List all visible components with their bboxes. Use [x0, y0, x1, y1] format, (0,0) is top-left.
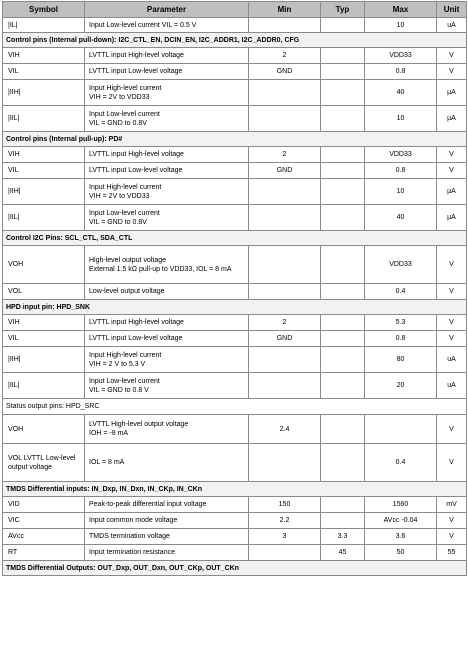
- table-row: [3, 80, 467, 106]
- cell-unit: 55: [437, 545, 467, 561]
- cell-symbol: VOL LVTTL Low-level output voltage: [3, 444, 85, 482]
- cell-symbol: VIC: [3, 513, 85, 529]
- table-row: [3, 331, 467, 347]
- cell-unit: V: [437, 246, 467, 284]
- cell-max: [365, 415, 437, 444]
- table-row: [3, 513, 467, 529]
- cell-typ: [321, 179, 365, 205]
- cell-symbol: RT: [3, 545, 85, 561]
- cell-unit: uA: [437, 18, 467, 33]
- table-row: [3, 444, 467, 482]
- section-title: TMDS Differential Outputs: OUT_Dxp, OUT_Dxn, OUT_CKp, OUT_CKn: [3, 561, 467, 576]
- table-row: [3, 163, 467, 179]
- cell-symbol: AVcc: [3, 529, 85, 545]
- table-row: [3, 246, 467, 284]
- cell-max: 10: [365, 179, 437, 205]
- table-row: [3, 315, 467, 331]
- cell-min: 150: [249, 497, 321, 513]
- table-row: [3, 64, 467, 80]
- cell-unit: V: [437, 444, 467, 482]
- cell-symbol: VOL: [3, 284, 85, 300]
- cell-max: 0.8: [365, 64, 437, 80]
- table-row: [3, 147, 467, 163]
- cell-max: 3.6: [365, 529, 437, 545]
- section-title: Control pins (Internal pull-up): PD#: [3, 132, 467, 147]
- col-parameter: Parameter: [85, 2, 249, 18]
- cell-symbol: |IIH|: [3, 179, 85, 205]
- cell-parameter: LVTTL input Low-level voltage: [85, 331, 249, 347]
- cell-min: [249, 284, 321, 300]
- cell-typ: [321, 347, 365, 373]
- cell-min: [249, 179, 321, 205]
- cell-min: [249, 246, 321, 284]
- cell-unit: V: [437, 147, 467, 163]
- table-row: [3, 106, 467, 132]
- cell-min: 2: [249, 315, 321, 331]
- cell-symbol: VIH: [3, 315, 85, 331]
- cell-unit: V: [437, 415, 467, 444]
- cell-min: 2.2: [249, 513, 321, 529]
- cell-max: VDD33: [365, 147, 437, 163]
- cell-unit: uA: [437, 373, 467, 399]
- cell-max: 0.4: [365, 284, 437, 300]
- cell-unit: µA: [437, 205, 467, 231]
- cell-unit: µA: [437, 106, 467, 132]
- table-row: [3, 284, 467, 300]
- cell-min: [249, 444, 321, 482]
- cell-max: 0.8: [365, 331, 437, 347]
- table-row: [3, 205, 467, 231]
- cell-symbol: VIL: [3, 331, 85, 347]
- cell-typ: [321, 64, 365, 80]
- cell-parameter: IOL = 8 mA: [85, 444, 249, 482]
- cell-typ: 45: [321, 545, 365, 561]
- section-title: HPD input pin: HPD_SNK: [3, 300, 467, 315]
- cell-parameter: High-level output voltage External 1.5 kΩ pull-up to VDD33, IOL = 8 mA: [85, 246, 249, 284]
- cell-symbol: |IIL|: [3, 205, 85, 231]
- cell-parameter: LVTTL High-level output voltage IOH = -8 mA: [85, 415, 249, 444]
- cell-typ: [321, 415, 365, 444]
- cell-symbol: |IIL|: [3, 373, 85, 399]
- cell-max: 0.4: [365, 444, 437, 482]
- cell-parameter: Input Low-level current VIL = GND to 0.8V: [85, 106, 249, 132]
- cell-min: [249, 18, 321, 33]
- table-row: [3, 179, 467, 205]
- cell-symbol: |IL|: [3, 18, 85, 33]
- cell-max: 0.8: [365, 163, 437, 179]
- cell-max: 40: [365, 205, 437, 231]
- cell-max: 1560: [365, 497, 437, 513]
- col-symbol: Symbol: [3, 2, 85, 18]
- cell-typ: [321, 284, 365, 300]
- cell-parameter: Input High-level current VIH = 2 V to 5.3 V: [85, 347, 249, 373]
- cell-parameter: Low-level output voltage: [85, 284, 249, 300]
- cell-parameter: Input Low-level current VIL = 0.5 V: [85, 18, 249, 33]
- section-title: TMDS Differential inputs: IN_Dxp, IN_Dxn, IN_CKp, IN_CKn: [3, 482, 467, 497]
- cell-min: 2: [249, 48, 321, 64]
- cell-typ: [321, 373, 365, 399]
- cell-symbol: |IIL|: [3, 106, 85, 132]
- cell-min: 3: [249, 529, 321, 545]
- cell-unit: µA: [437, 80, 467, 106]
- cell-symbol: VID: [3, 497, 85, 513]
- cell-symbol: |IIH|: [3, 347, 85, 373]
- cell-parameter: Input High-level current VIH = 2V to VDD33: [85, 80, 249, 106]
- cell-symbol: VIL: [3, 64, 85, 80]
- cell-min: [249, 205, 321, 231]
- cell-min: [249, 347, 321, 373]
- cell-min: GND: [249, 163, 321, 179]
- cell-min: GND: [249, 331, 321, 347]
- col-typ: Typ: [321, 2, 365, 18]
- cell-typ: [321, 80, 365, 106]
- cell-unit: V: [437, 64, 467, 80]
- cell-typ: [321, 315, 365, 331]
- cell-max: VDD33: [365, 246, 437, 284]
- cell-typ: [321, 444, 365, 482]
- cell-typ: [321, 205, 365, 231]
- cell-max: 80: [365, 347, 437, 373]
- cell-min: GND: [249, 64, 321, 80]
- spec-table: [2, 1, 467, 576]
- cell-max: 5.3: [365, 315, 437, 331]
- cell-unit: V: [437, 513, 467, 529]
- cell-unit: V: [437, 315, 467, 331]
- table-row: [3, 48, 467, 64]
- cell-typ: [321, 18, 365, 33]
- cell-min: 2.4: [249, 415, 321, 444]
- cell-max: 10: [365, 18, 437, 33]
- table-row: [3, 18, 467, 33]
- section-title: Status output pins: HPD_SRC: [3, 399, 467, 415]
- cell-unit: V: [437, 529, 467, 545]
- cell-typ: [321, 497, 365, 513]
- table-row: [3, 497, 467, 513]
- cell-max: 10: [365, 106, 437, 132]
- cell-unit: V: [437, 48, 467, 64]
- cell-min: [249, 373, 321, 399]
- cell-typ: [321, 246, 365, 284]
- cell-symbol: VOH: [3, 246, 85, 284]
- cell-symbol: VIL: [3, 163, 85, 179]
- col-max: Max: [365, 2, 437, 18]
- cell-max: AVcc -0.04: [365, 513, 437, 529]
- table-row: [3, 545, 467, 561]
- table-row: [3, 415, 467, 444]
- header-row: [3, 2, 467, 18]
- col-unit: Unit: [437, 2, 467, 18]
- section-title: Control pins (Internal pull-down): I2C_CTL_EN, DCIN_EN, I2C_ADDR1, I2C_ADDR0, CFG: [3, 33, 467, 48]
- cell-min: [249, 80, 321, 106]
- cell-typ: [321, 147, 365, 163]
- cell-parameter: LVTTL input Low-level voltage: [85, 64, 249, 80]
- cell-max: 20: [365, 373, 437, 399]
- cell-parameter: TMDS termination voltage: [85, 529, 249, 545]
- cell-min: [249, 545, 321, 561]
- cell-min: [249, 106, 321, 132]
- cell-max: 50: [365, 545, 437, 561]
- cell-unit: µA: [437, 179, 467, 205]
- cell-typ: [321, 163, 365, 179]
- cell-max: 40: [365, 80, 437, 106]
- cell-parameter: Input termination resistance: [85, 545, 249, 561]
- cell-parameter: LVTTL input High-level voltage: [85, 147, 249, 163]
- cell-parameter: LVTTL input High-level voltage: [85, 315, 249, 331]
- cell-parameter: Peak-to-peak differential input voltage: [85, 497, 249, 513]
- cell-max: VDD33: [365, 48, 437, 64]
- table-row: [3, 529, 467, 545]
- section-title: Control I2C Pins: SCL_CTL, SDA_CTL: [3, 231, 467, 246]
- cell-symbol: VIH: [3, 48, 85, 64]
- col-min: Min: [249, 2, 321, 18]
- cell-typ: [321, 48, 365, 64]
- cell-parameter: LVTTL input Low-level voltage: [85, 163, 249, 179]
- cell-typ: 3.3: [321, 529, 365, 545]
- cell-min: 2: [249, 147, 321, 163]
- cell-unit: uA: [437, 347, 467, 373]
- cell-typ: [321, 106, 365, 132]
- cell-symbol: VOH: [3, 415, 85, 444]
- cell-unit: mV: [437, 497, 467, 513]
- cell-parameter: Input High-level current VIH = 2V to VDD33: [85, 179, 249, 205]
- table-row: [3, 373, 467, 399]
- cell-typ: [321, 331, 365, 347]
- cell-typ: [321, 513, 365, 529]
- cell-parameter: Input Low-level current VIL = GND to 0.8V: [85, 205, 249, 231]
- cell-parameter: Input Low-level current VIL = GND to 0.8 V: [85, 373, 249, 399]
- cell-symbol: |IIH|: [3, 80, 85, 106]
- table-row: [3, 347, 467, 373]
- cell-parameter: Input common mode voltage: [85, 513, 249, 529]
- cell-unit: V: [437, 284, 467, 300]
- cell-parameter: LVTTL input High-level voltage: [85, 48, 249, 64]
- cell-symbol: VIH: [3, 147, 85, 163]
- cell-unit: V: [437, 163, 467, 179]
- cell-unit: V: [437, 331, 467, 347]
